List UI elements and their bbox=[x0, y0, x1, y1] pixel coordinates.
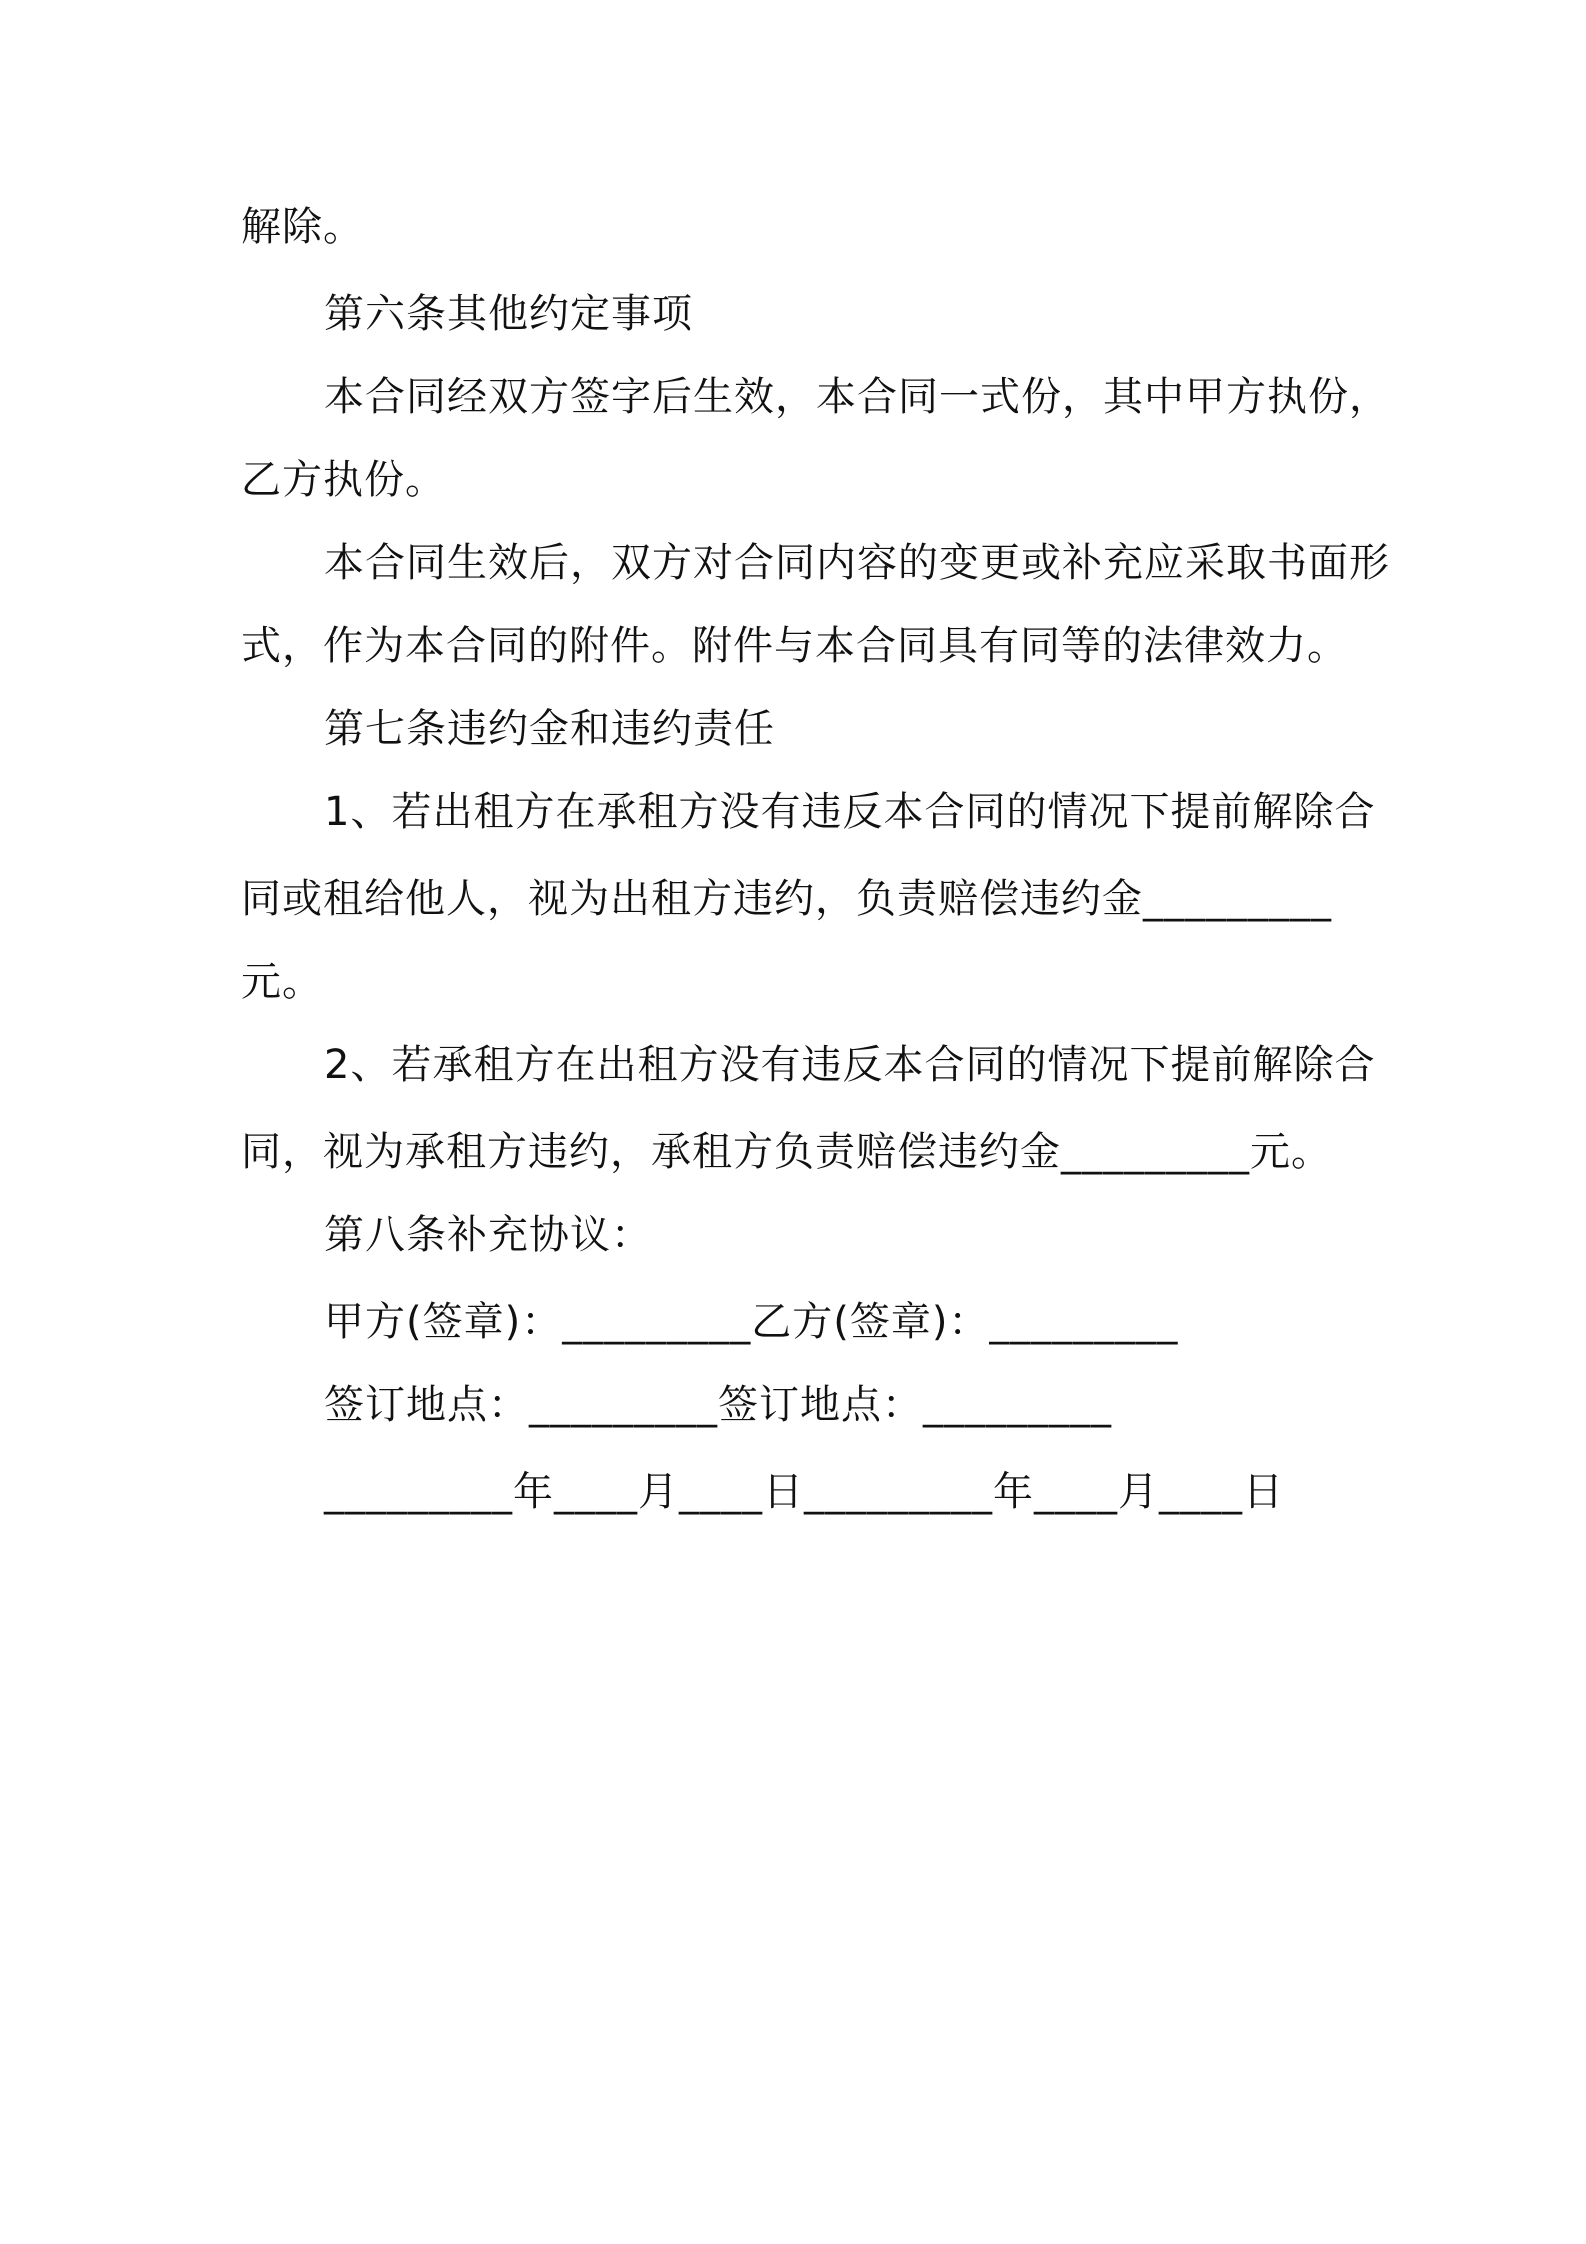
clause-2-line: 2、若承租方在出租方没有违反本合同的情况下提前解除合 bbox=[324, 1042, 1376, 1088]
article-8-heading: 第八条补充协议： bbox=[324, 1212, 652, 1258]
article-6-heading: 第六条其他约定事项 bbox=[324, 291, 693, 337]
signing-date-line: _________年____月____日_________年____月____日 bbox=[324, 1469, 1284, 1515]
text-line-continuation: 解除。 bbox=[241, 204, 364, 250]
clause-1-line: 元。 bbox=[241, 959, 323, 1005]
clause-1-line: 1、若出租方在承租方没有违反本合同的情况下提前解除合 bbox=[324, 789, 1376, 835]
paragraph-line: 乙方执份。 bbox=[241, 457, 446, 503]
signing-place-line: 签订地点：_________签订地点：_________ bbox=[324, 1382, 1112, 1428]
paragraph-line: 本合同经双方签字后生效，本合同一式份，其中甲方执份， bbox=[324, 374, 1390, 420]
signature-line: 甲方(签章)：_________乙方(签章)：_________ bbox=[324, 1299, 1179, 1345]
clause-2-line: 同，视为承租方违约，承租方负责赔偿违约金_________元。 bbox=[241, 1129, 1332, 1175]
article-7-heading: 第七条违约金和违约责任 bbox=[324, 706, 775, 752]
paragraph-line: 本合同生效后，双方对合同内容的变更或补充应采取书面形 bbox=[324, 540, 1390, 586]
paragraph-line: 式，作为本合同的附件。附件与本合同具有同等的法律效力。 bbox=[241, 623, 1348, 669]
clause-1-line: 同或租给他人，视为出租方违约，负责赔偿违约金_________ bbox=[241, 876, 1332, 922]
